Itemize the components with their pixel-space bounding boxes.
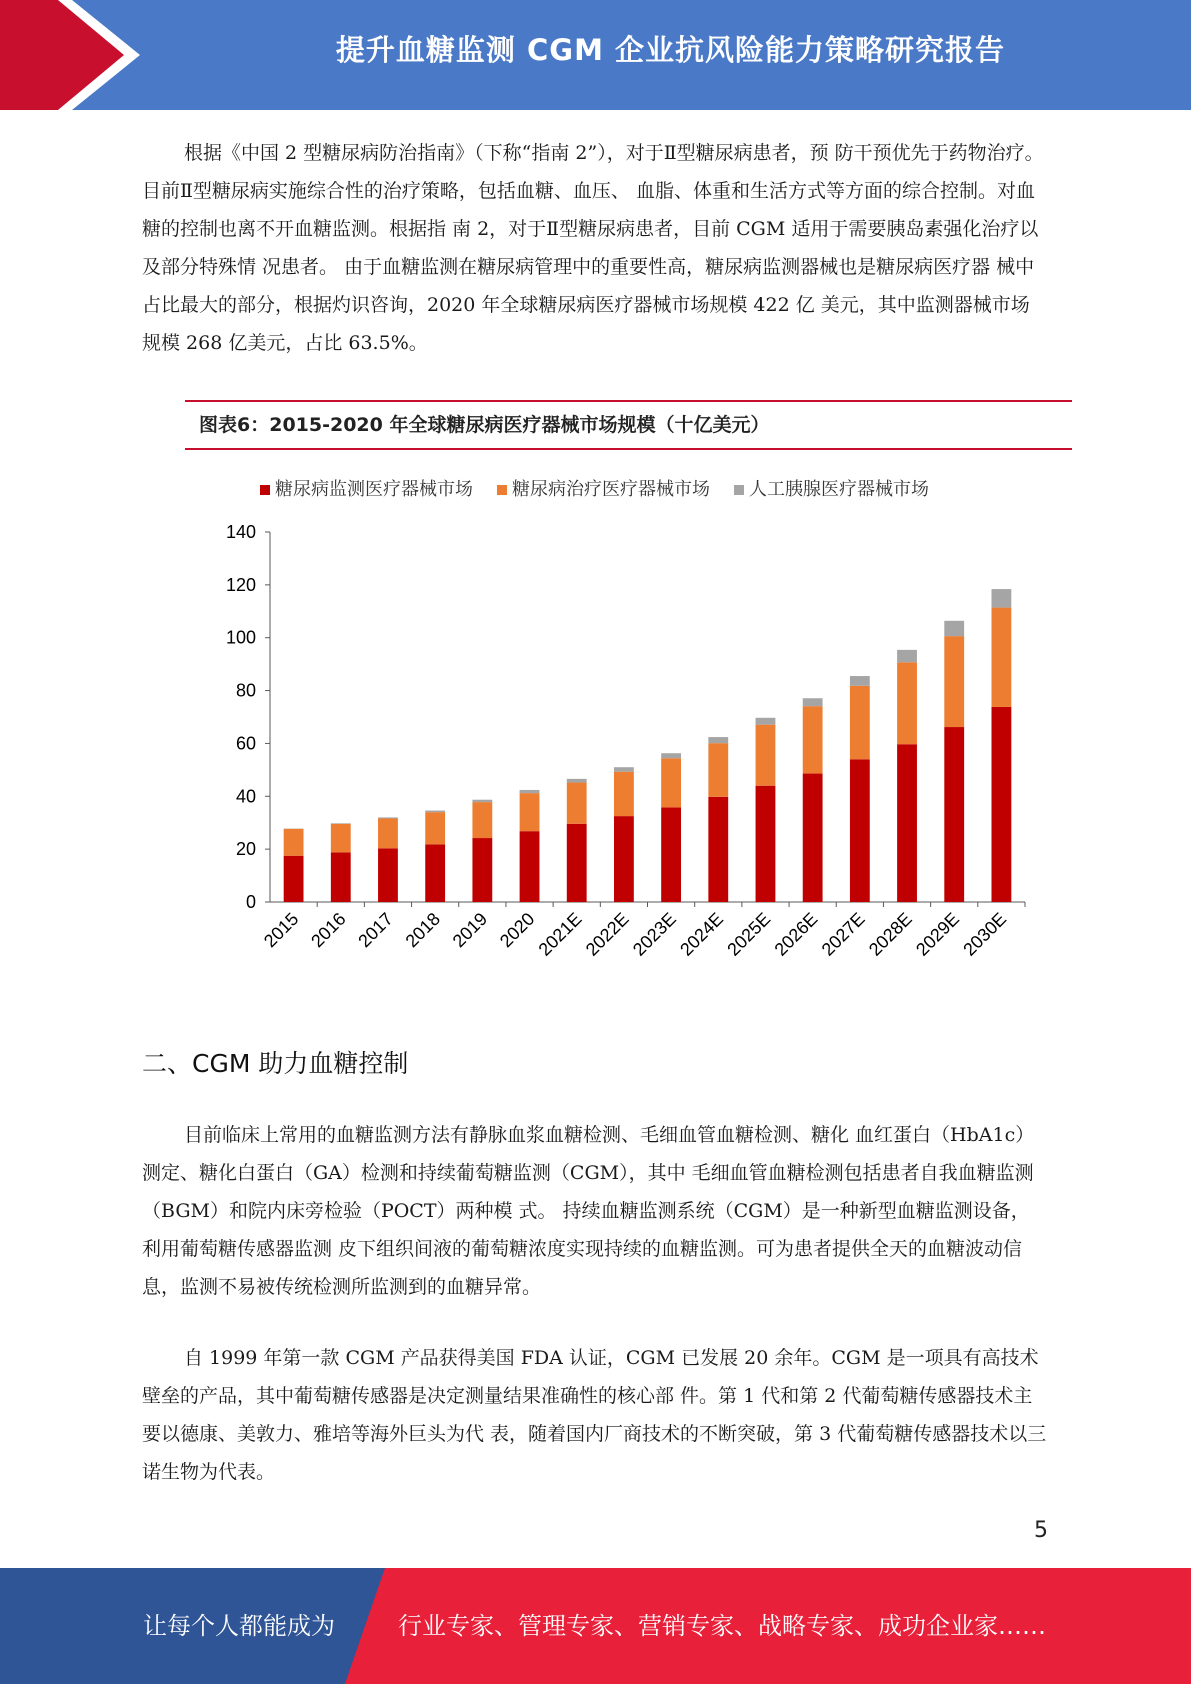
x-tick-label: 2026E [770,908,822,960]
bar-segment [897,650,917,662]
bar-segment [378,848,398,902]
x-tick-label: 2018 [401,908,444,952]
bar-segment [991,608,1011,707]
x-tick-label: 2020 [495,908,539,952]
bar-segment [897,662,917,744]
header-arrow-decoration [0,0,160,110]
page-number: 5 [1034,1518,1048,1543]
x-tick-label: 2030E [959,908,1011,960]
y-tick-label: 120 [225,574,256,595]
bar-segment [897,744,917,902]
bar-segment [472,802,492,838]
stacked-bar-chart [190,465,1080,985]
bar-segment [756,786,776,902]
bar-segment [284,856,304,902]
legend-swatch [497,485,507,495]
y-tick-label: 20 [235,839,256,860]
bar-segment [331,852,351,902]
page-footer [0,1568,1191,1684]
legend-swatch [734,485,744,495]
bar-segment [614,816,634,902]
bar-segment [991,589,1011,608]
bar-segment [378,818,398,848]
bar-segment [472,800,492,802]
bar-segment [472,838,492,902]
legend-label: 糖尿病监测医疗器械市场 [275,479,473,499]
bar-segment [803,698,823,706]
bar-segment [708,797,728,902]
bar-segment [520,831,540,902]
figure-caption: 图表6：2015-2020 年全球糖尿病医疗器械市场规模（十亿美元） [199,414,770,436]
bar-segment [614,767,634,771]
paragraph-guideline: 根据《中国 2 型糖尿病防治指南》（下称“指南 2”），对于Ⅱ型糖尿病患者，预 防干预优先于药物治疗。目前Ⅱ型糖尿病实施综合性的治疗策略，包括血糖、血压、 血脂、体重和生活方式等方面的综合控制。对血糖的控制也离不开血糖监测。根据指 南 2，对于Ⅱ型糖尿病患者，目前 CGM 适用于需要胰岛素强化治疗以及部分特殊情 况患者。 由于血糖监测在糖尿病管理中的重要性高，糖尿病监测器械也是糖尿病医疗器 械中占比最大的部分，根据灼识咨询，2020 年全球糖尿病医疗器械市场规模 422 亿 美元，其中监测器械市场规模 268 亿美元，占比 63.5%。 [142,142,1044,354]
x-tick-label: 2023E [628,908,680,960]
y-tick-label: 140 [225,522,256,542]
bar-segment [803,774,823,902]
bar-segment [661,758,681,807]
bar-segment [944,636,964,727]
y-tick-label: 80 [235,680,256,701]
bar-segment [803,706,823,773]
bar-segment [991,707,1011,902]
bar-segment [331,824,351,853]
y-tick-label: 100 [225,627,256,648]
bar-segment [756,725,776,786]
bar-segment [284,829,304,856]
x-tick-label: 2028E [864,908,916,960]
bar-segment [944,621,964,636]
market-size-chart [190,465,1080,985]
bar-segment [567,824,587,902]
paragraph-methods: 目前临床上常用的血糖监测方法有静脉血浆血糖检测、毛细血管血糖检测、糖化 血红蛋白（HbA1c）测定、糖化白蛋白（GA）检测和持续葡萄糖监测（CGM），其中 毛细血管血糖检测包括患者自我血糖监测（BGM）和院内床旁检验（POCT）两种模 式。 持续血糖监测系统（CGM）是一种新型血糖监测设备，利用葡萄糖传感器监测 皮下组织间液的葡萄糖浓度实现持续的血糖监测。可为患者提供全天的血糖波动信 息，监测不易被传统检测所监测到的血糖异常。 [142,1124,1035,1298]
bar-segment [378,817,398,818]
bar-segment [567,783,587,824]
bar-segment [708,743,728,797]
paragraph-history: 自 1999 年第一款 CGM 产品获得美国 FDA 认证，CGM 已发展 20 余年。CGM 是一项具有高技术壁垒的产品，其中葡萄糖传感器是决定测量结果准确性的核心部 件。第 1 代和第 2 代葡萄糖传感器技术主要以德康、美敦力、雅培等海外巨头为代 表，随着国内厂商技术的不断突破，第 3 代葡萄糖传感器技术以三诺生物为代表。 [142,1347,1047,1483]
bar-segment [425,811,445,813]
bar-segment [850,759,870,902]
x-tick-label: 2019 [448,908,492,952]
x-tick-label: 2021E [534,908,586,960]
x-tick-label: 2024E [676,908,728,960]
footer-slogan-left: 让每个人都能成为 [143,1612,335,1640]
bar-segment [661,753,681,758]
y-tick-label: 0 [245,892,256,912]
legend-label: 人工胰腺医疗器械市场 [749,479,929,499]
legend-swatch [260,485,270,495]
bar-segment [850,676,870,686]
bar-segment [708,737,728,743]
footer-slogan-right: 行业专家、管理专家、营销专家、战略专家、成功企业家…… [398,1612,1046,1640]
bar-segment [567,779,587,783]
bar-segment [756,718,776,725]
bar-segment [661,807,681,902]
bar-segment [331,823,351,824]
bar-segment [520,793,540,831]
y-tick-label: 60 [235,733,256,754]
x-tick-label: 2015 [259,908,303,952]
y-tick-label: 40 [235,786,256,807]
x-tick-label: 2029E [912,908,964,960]
section-title: 二、CGM 助力血糖控制 [142,1049,409,1078]
bar-segment [425,812,445,844]
bar-segment [850,686,870,759]
x-tick-label: 2027E [817,908,869,960]
x-tick-label: 2025E [723,908,775,960]
page-header [0,0,1191,110]
header-title: 提升血糖监测 CGM 企业抗风险能力策略研究报告 [335,33,1006,67]
legend-label: 糖尿病治疗医疗器械市场 [512,479,710,499]
x-tick-label: 2016 [307,908,350,952]
x-tick-label: 2017 [354,908,397,952]
bar-segment [944,727,964,902]
bar-segment [520,790,540,793]
figure-caption-box [185,400,1072,450]
bar-segment [425,844,445,902]
bar-segment [614,772,634,816]
x-tick-label: 2022E [581,908,633,960]
